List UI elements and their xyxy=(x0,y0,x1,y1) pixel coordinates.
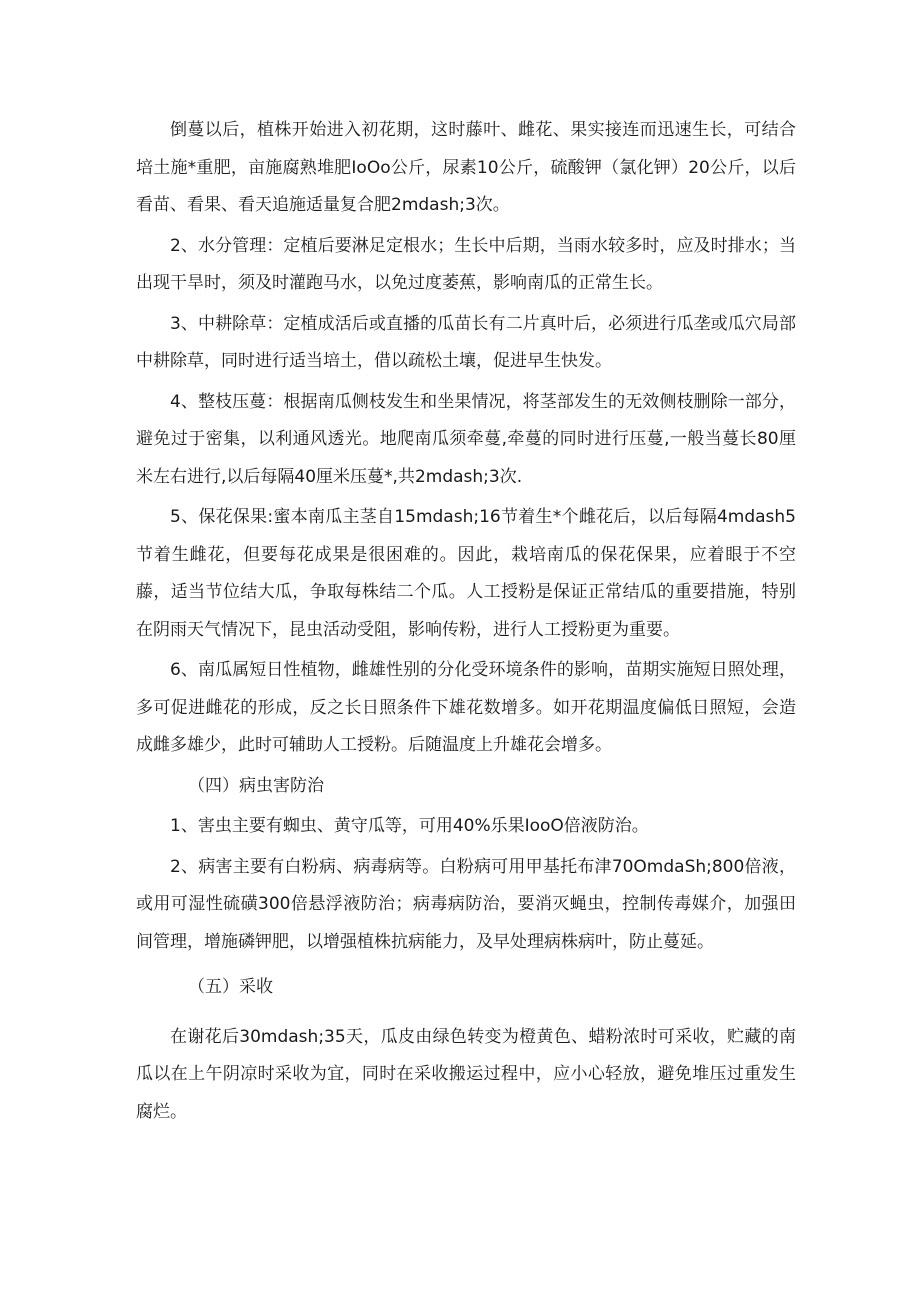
paragraph-pruning: 4、整枝压蔓：根据南瓜侧枝发生和坐果情况，将茎部发生的无效侧枝删除一部分，避免过于密集，以利通风透光。地爬南瓜须牵蔓,牵蔓的同时进行压蔓,一般当蔓长80厘米左右进行,以后每隔40厘米压蔓*,共2mdash;3次. xyxy=(136,391,796,487)
document-body xyxy=(136,112,796,1131)
section-heading-harvest: （五）采收 xyxy=(188,977,273,997)
paragraph-short-day: 6、南瓜属短日性植物，雌雄性别的分化受环境条件的影响，苗期实施短日照处理，多可促进雌花的形成，反之长日照条件下雄花数增多。如开花期温度偏低日照短，会造成雌多雄少，此时可辅助人工授粉。后随温度上升雄花会增多。 xyxy=(136,660,796,755)
paragraph-diseases: 2、病害主要有白粉病、病毒病等。白粉病可用甲基托布津70OmdaSh;800倍液，或用可湿性硫磺300倍悬浮液防治；病毒病防治，要消灭蝇虫，控制传毒媒介，加强田间管理，增施磷钾肥，以增强植株抗病能力，及早处理病株病叶，防止蔓延。 xyxy=(136,856,796,952)
paragraph-pests: 1、害虫主要有蜘虫、黄守瓜等，可用40%乐果IooO倍液防治。 xyxy=(170,816,649,836)
paragraph-weeding: 3、中耕除草：定植成活后或直播的瓜苗长有二片真叶后，必须进行瓜垄或瓜穴局部中耕除草，同时进行适当培土，借以疏松土壤，促进早生快发。 xyxy=(136,313,796,371)
paragraph-harvest: 在谢花后30mdash;35天，瓜皮由绿色转变为橙黄色、蜡粉浓时可采收，贮藏的南瓜以在上午阴凉时采收为宜，同时在采收搬运过程中，应小心轻放，避免堆压过重发生腐烂。 xyxy=(136,1026,796,1122)
section-heading-pest-control: （四）病虫害防治 xyxy=(188,775,324,796)
paragraph-topdressing: 倒蔓以后，植株开始进入初花期，这时藤叶、雌花、果实接连而迅速生长，可结合培土施*重肥，亩施腐熟堆肥IoOo公斤，尿素10公斤，硫酸钾（氯化钾）20公斤，以后看苗、看果、看天追施适量复合肥2mdash;3次。 xyxy=(136,120,796,215)
paragraph-flower-fruit: 5、保花保果:蜜本南瓜主茎自15mdash;16节着生*个雌花后，以后每隔4mdash5节着生雌花，但要每花成果是很困难的。因此，栽培南瓜的保花保果，应着眼于不空藤，适当节位结大瓜，争取每株结二个瓜。人工授粉是保证正常结瓜的重要措施，特别在阴雨天气情况下，昆虫活动受阻，影响传粉，进行人工授粉更为重要。 xyxy=(136,507,796,640)
paragraph-water-management: 2、水分管理：定植后要淋足定根水；生长中后期，当雨水较多时，应及时排水；当出现干旱时，须及时灌跑马水，以免过度萎蕉，影响南瓜的正常生长。 xyxy=(136,235,796,293)
